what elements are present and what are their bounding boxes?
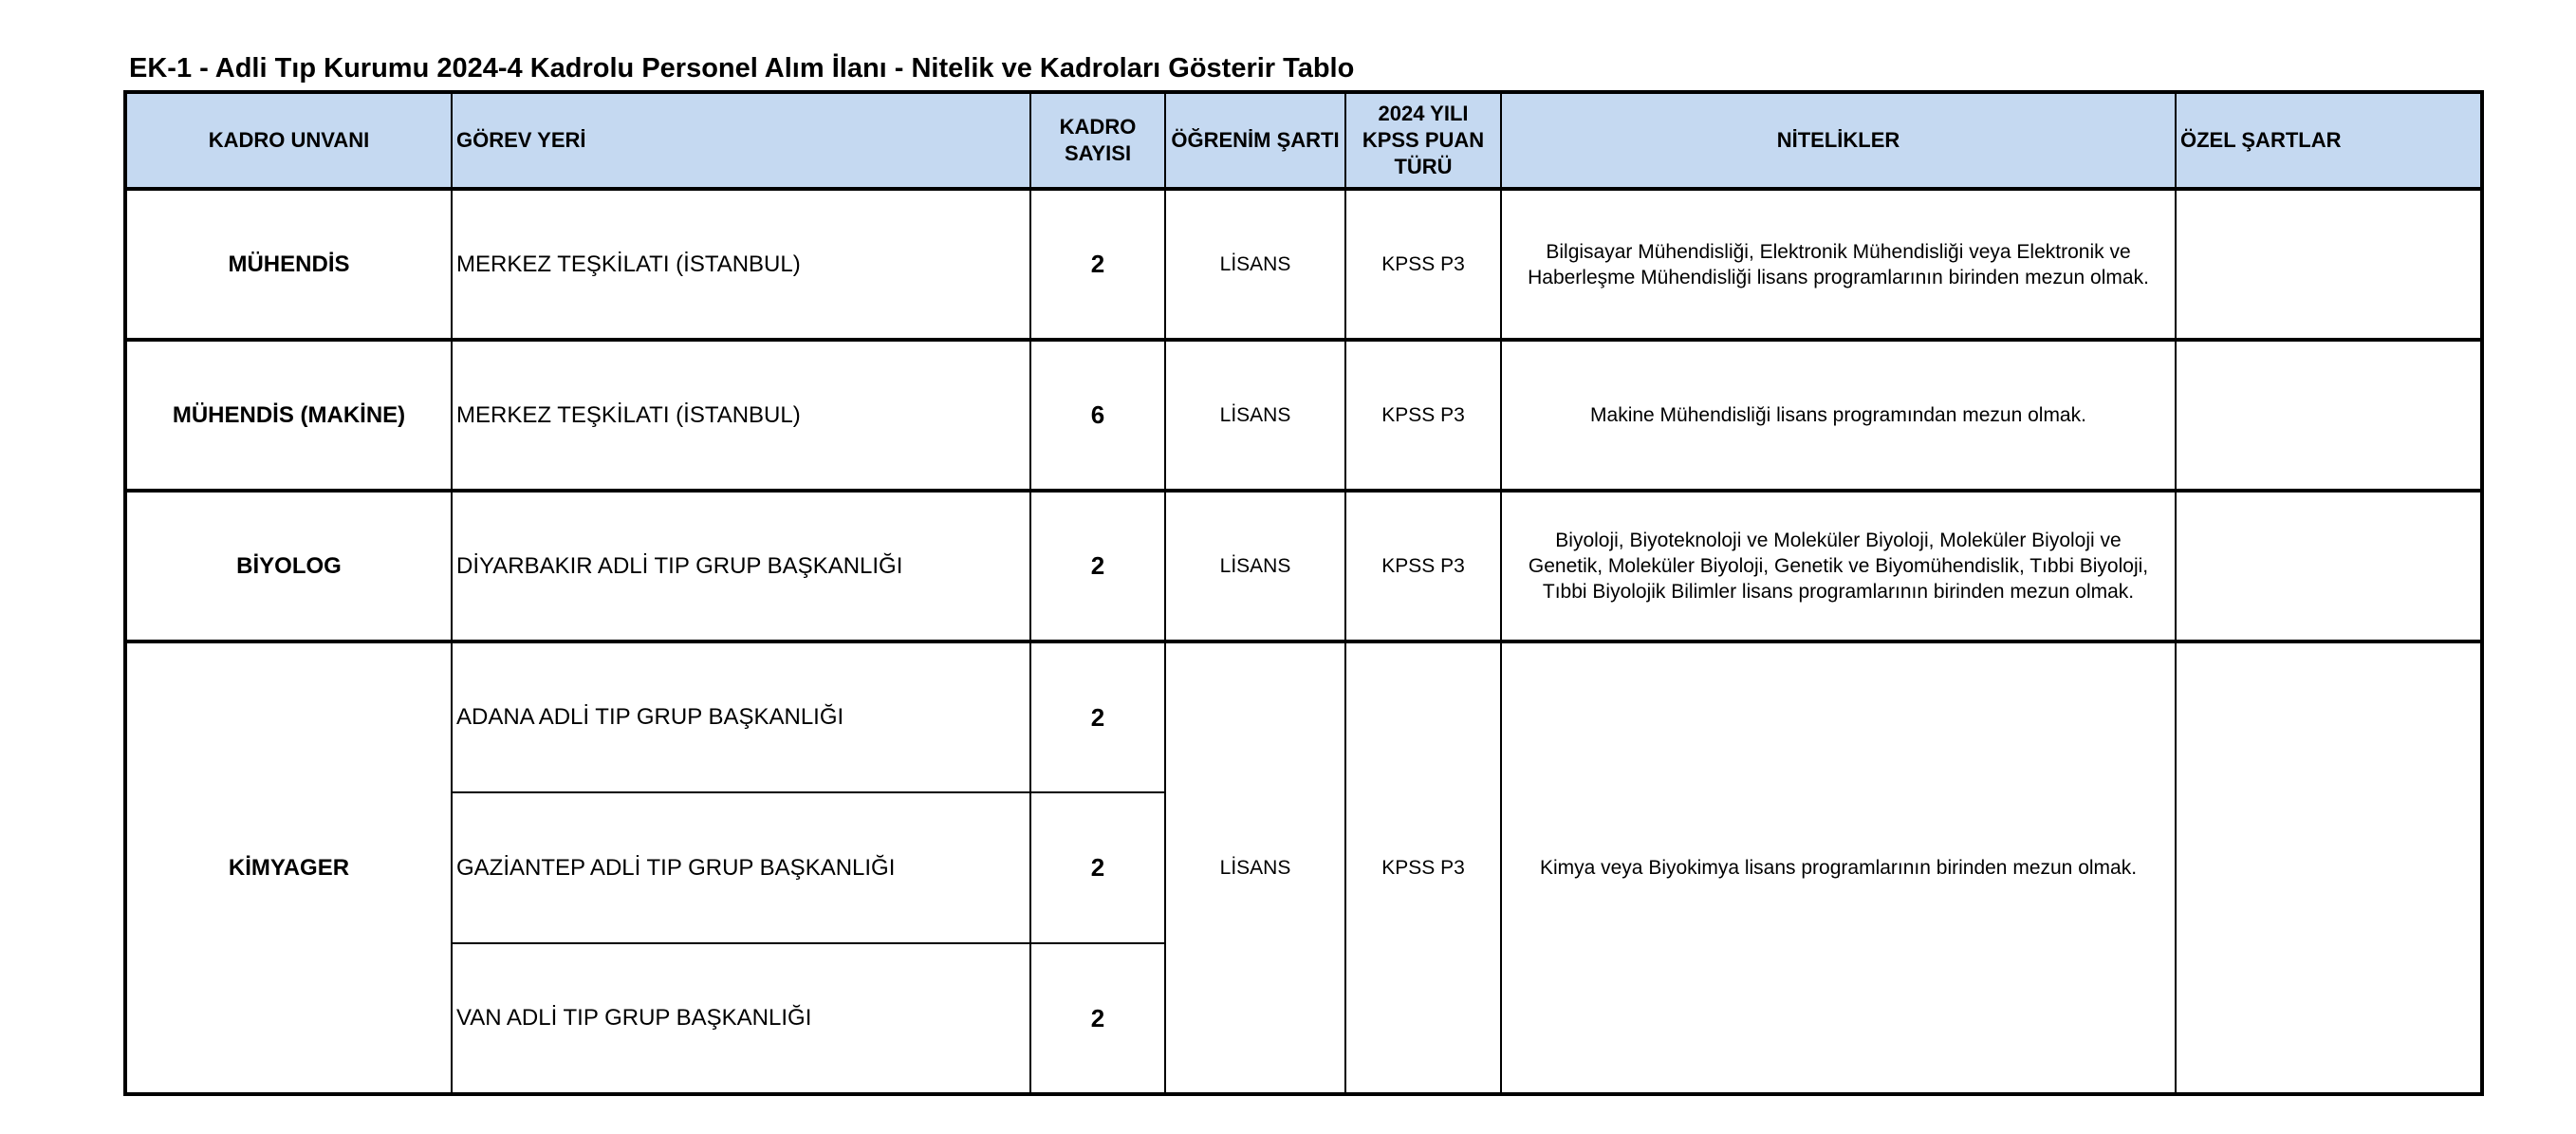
cell-gorev-yeri: VAN ADLİ TIP GRUP BAŞKANLIĞI (452, 943, 1030, 1094)
header-kpss-line3: TÜRÜ (1394, 155, 1453, 178)
cell-kadro-unvani: MÜHENDİS (MAKİNE) (125, 340, 452, 491)
page-title: EK-1 - Adli Tıp Kurumu 2024-4 Kadrolu Personel Alım İlanı - Nitelik ve Kadroları Gösterir Tablo (129, 53, 1355, 84)
header-kadro-unvani: KADRO UNVANI (125, 92, 452, 189)
table-row-biyolog (125, 491, 2482, 641)
header-kadro-sayisi-line1: KADRO (1059, 115, 1137, 139)
cell-nitelikler (1501, 491, 2176, 641)
nitelik-line: Haberleşme Mühendisliği lisans programlarının birinden mezun olmak. (1528, 266, 2149, 288)
table-row-muhendis (125, 189, 2482, 340)
cell-ozel-sartlar (2176, 641, 2482, 1094)
header-nitelikler: NİTELİKLER (1501, 92, 2176, 189)
cell-kpss-puan-turu: KPSS P3 (1345, 641, 1501, 1094)
cell-gorev-yeri: GAZİANTEP ADLİ TIP GRUP BAŞKANLIĞI (452, 792, 1030, 943)
cell-kpss-puan-turu: KPSS P3 (1345, 189, 1501, 340)
cell-nitelikler: Kimya veya Biyokimya lisans programlarının birinden mezun olmak. (1501, 641, 2176, 1094)
nitelik-line: Makine Mühendisliği lisans programından mezun olmak. (1590, 404, 2086, 426)
cell-gorev-yeri: MERKEZ TEŞKİLATI (İSTANBUL) (452, 189, 1030, 340)
cell-gorev-yeri: DİYARBAKIR ADLİ TIP GRUP BAŞKANLIĞI (452, 491, 1030, 641)
kadro-table (123, 90, 2484, 1096)
header-kpss-line2: KPSS PUAN (1362, 128, 1485, 152)
cell-kadro-sayisi: 6 (1030, 340, 1165, 491)
header-ogrenim-sarti: ÖĞRENİM ŞARTI (1165, 92, 1345, 189)
cell-kpss-puan-turu: KPSS P3 (1345, 491, 1501, 641)
cell-gorev-yeri: MERKEZ TEŞKİLATI (İSTANBUL) (452, 340, 1030, 491)
cell-ozel-sartlar (2176, 340, 2482, 491)
cell-kadro-sayisi: 2 (1030, 943, 1165, 1094)
cell-kpss-puan-turu: KPSS P3 (1345, 340, 1501, 491)
cell-kadro-sayisi: 2 (1030, 491, 1165, 641)
nitelik-line: Tıbbi Biyolojik Bilimler lisans programlarının birinden mezun olmak. (1542, 581, 2135, 603)
header-kadro-sayisi-line2: SAYISI (1064, 141, 1132, 165)
cell-kadro-sayisi: 2 (1030, 189, 1165, 340)
cell-ozel-sartlar (2176, 189, 2482, 340)
cell-ogrenim-sarti: LİSANS (1165, 491, 1345, 641)
cell-ogrenim-sarti: LİSANS (1165, 189, 1345, 340)
cell-nitelikler (1501, 340, 2176, 491)
cell-ogrenim-sarti: LİSANS (1165, 340, 1345, 491)
nitelik-line: Biyoloji, Biyoteknoloji ve Moleküler Biyoloji, Moleküler Biyoloji ve (1555, 530, 2122, 551)
header-row (125, 92, 2482, 189)
cell-nitelikler (1501, 189, 2176, 340)
header-kadro-sayisi (1030, 92, 1165, 189)
cell-kadro-unvani: KİMYAGER (125, 641, 452, 1094)
cell-ogrenim-sarti: LİSANS (1165, 641, 1345, 1094)
nitelik-line: Bilgisayar Mühendisliği, Elektronik Mühendisliği veya Elektronik ve (1546, 240, 2131, 263)
cell-kadro-sayisi: 2 (1030, 641, 1165, 792)
header-kpss-puan-turu (1345, 92, 1501, 189)
header-gorev-yeri: GÖREV YERİ (452, 92, 1030, 189)
cell-gorev-yeri: ADANA ADLİ TIP GRUP BAŞKANLIĞI (452, 641, 1030, 792)
cell-ozel-sartlar (2176, 491, 2482, 641)
header-kpss-line1: 2024 YILI (1378, 102, 1469, 125)
cell-kadro-unvani: MÜHENDİS (125, 189, 452, 340)
table-row-muhendis-makine (125, 340, 2482, 491)
table-row-kimyager-adana (125, 641, 2482, 792)
nitelik-line: Genetik, Moleküler Biyoloji, Genetik ve Biyomühendislik, Tıbbi Biyoloji, (1528, 555, 2149, 577)
cell-kadro-unvani: BİYOLOG (125, 491, 452, 641)
header-ozel-sartlar: ÖZEL ŞARTLAR (2176, 92, 2482, 189)
cell-kadro-sayisi: 2 (1030, 792, 1165, 943)
